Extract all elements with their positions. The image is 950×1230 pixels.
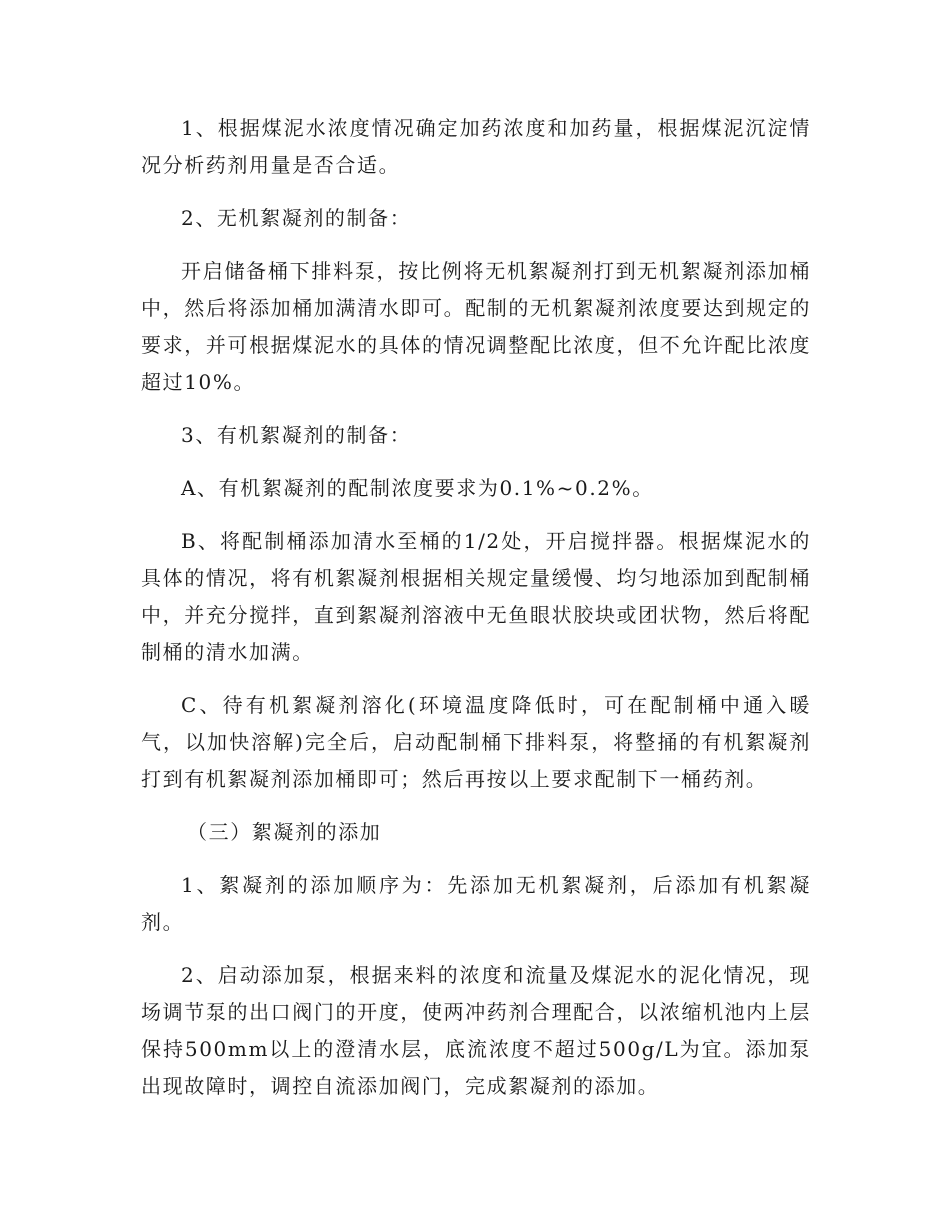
heading-inorganic-preparation: 2、无机絮凝剂的制备： — [181, 206, 412, 230]
section-heading-flocculant-addition: （三）絮凝剂的添加 — [187, 820, 382, 844]
heading-organic-preparation: 3、有机絮凝剂的制备： — [181, 423, 412, 447]
document-body — [141, 110, 811, 1121]
paragraph-inorganic-procedure: 开启储备桶下排料泵，按比例将无机絮凝剂打到无机絮凝剂添加桶中，然后将添加桶加满清水即可。配制的无机絮凝剂浓度要达到规定的要求，并可根据煤泥水的具体的情况调整配比浓度，但不允许配比浓度超过10%。 — [141, 259, 811, 394]
paragraph-organic-dissolving: C、待有机絮凝剂溶化(环境温度降低时，可在配制桶中通入暖气，以加快溶解)完全后，启动配制桶下排料泵，将整捅的有机絮凝剂打到有机絮凝剂添加桶即可；然后再按以上要求配制下一桶药剂。 — [141, 693, 811, 791]
paragraph-addition-order: 1、絮凝剂的添加顺序为：先添加无机絮凝剂，后添加有机絮凝剂。 — [141, 873, 811, 934]
paragraph-organic-concentration: A、有机絮凝剂的配制浓度要求为0.1%~0.2%。 — [181, 476, 654, 500]
paragraph-dosage-determination: 1、根据煤泥水浓度情况确定加药浓度和加药量，根据煤泥沉淀情况分析药剂用量是否合适。 — [141, 116, 811, 177]
paragraph-organic-mixing: B、将配制桶添加清水至桶的1/2处，开启搅拌器。根据煤泥水的具体的情况，将有机絮凝剂根据相关规定量缓慢、均匀地添加到配制桶中，并充分搅拌，直到絮凝剂溶液中无鱼眼状胶块或团状物，然后将配制桶的清水加满。 — [141, 529, 811, 664]
paragraph-addition-pump: 2、启动添加泵，根据来料的浓度和流量及煤泥水的泥化情况，现场调节泵的出口阀门的开度，使两冲药剂合理配合，以浓缩机池内上层保持500mm以上的澄清水层，底流浓度不超过500g/L为宜。添加泵出现故障时，调控自流添加阀门，完成絮凝剂的添加。 — [141, 963, 811, 1098]
